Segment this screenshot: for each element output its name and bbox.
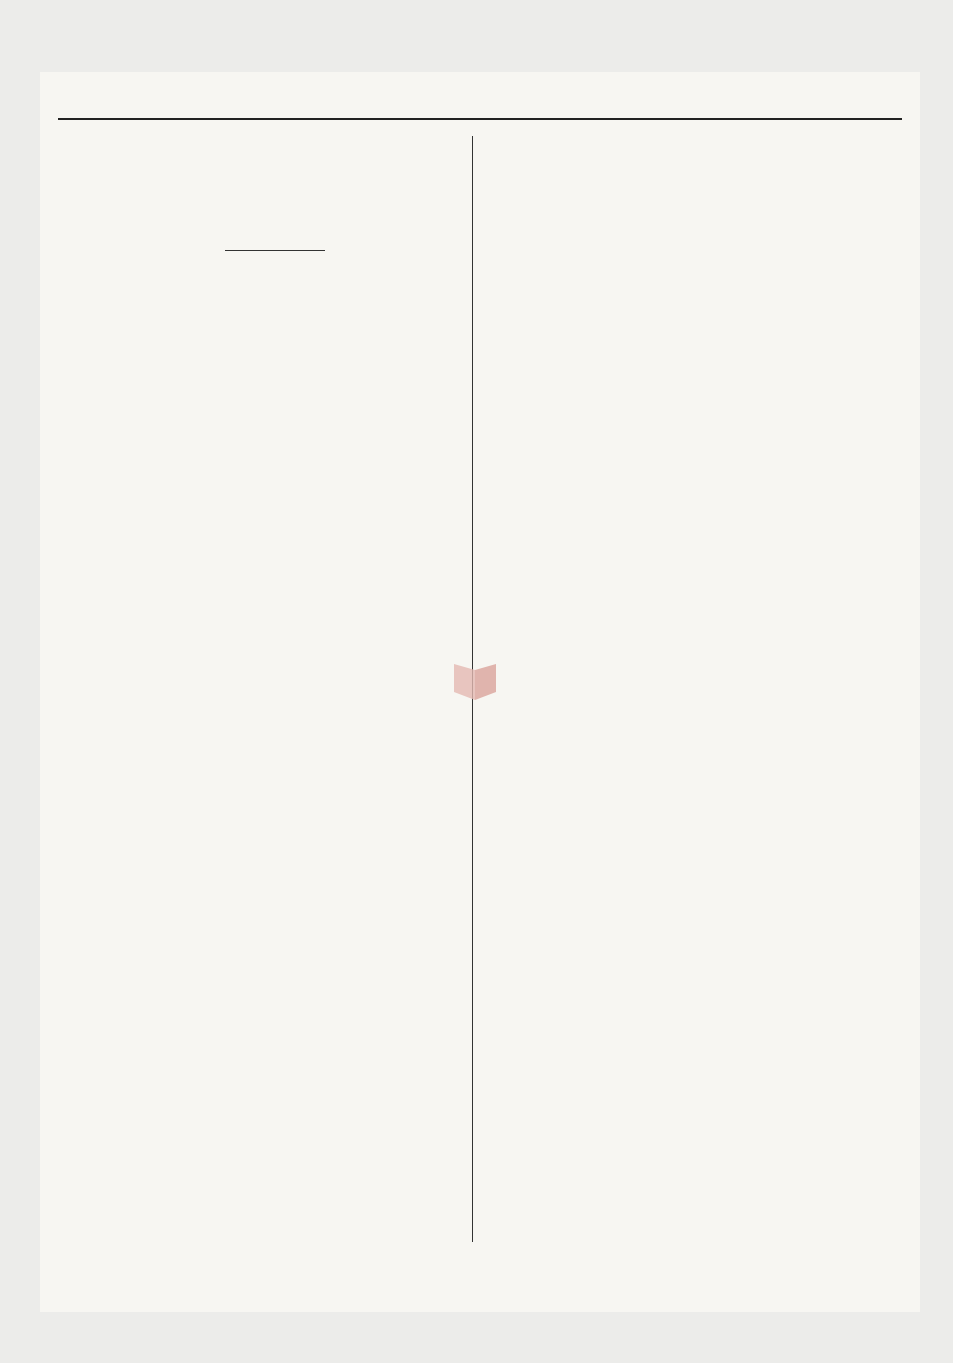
title-rule	[225, 250, 325, 251]
archive-book-icon	[450, 662, 500, 702]
page-header	[58, 82, 902, 120]
magazine-page	[40, 72, 920, 1312]
